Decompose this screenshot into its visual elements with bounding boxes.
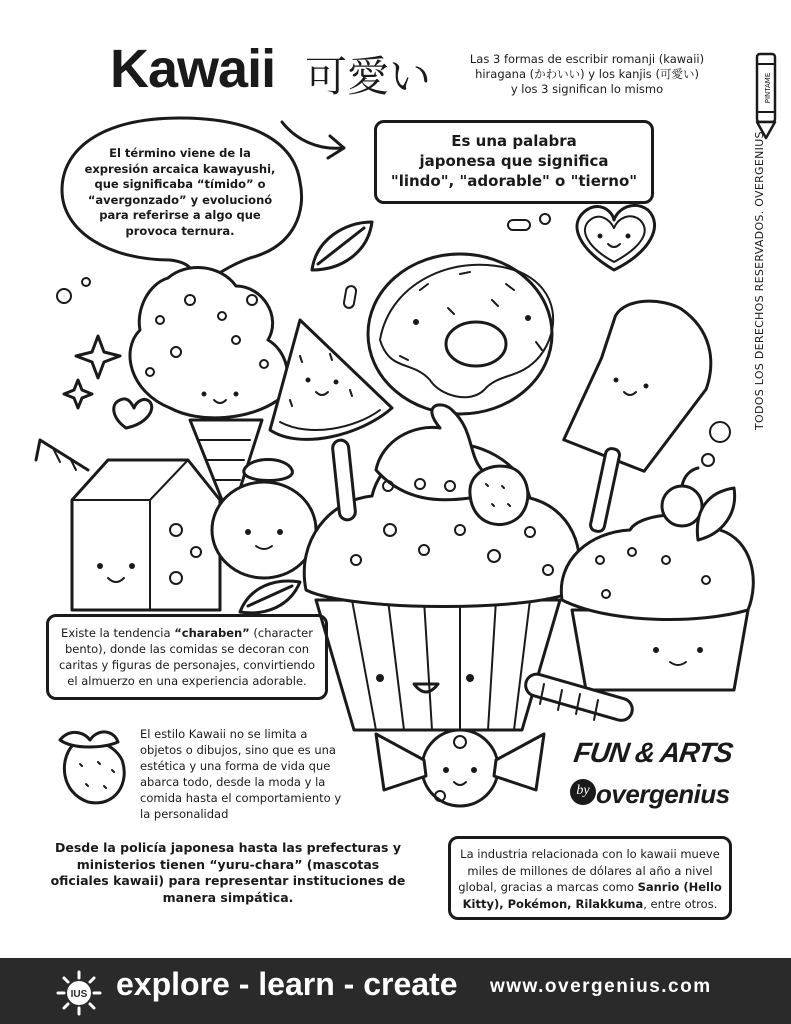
- copyright-notice: TODOS LOS DERECHOS RESERVADOS. OVERGENIUS: [753, 131, 766, 430]
- footer-website-link[interactable]: www.overgenius.com: [490, 976, 712, 997]
- writing-forms-line: y los 3 significan lo mismo: [510, 82, 664, 96]
- writing-forms-note: [462, 52, 712, 97]
- industry-text: La industria relacionada con lo kawaii mueve miles de millones de dólares al año a nivel global, gracias a marcas como: [458, 847, 720, 894]
- brand-line-1: FUN & ARTS: [571, 737, 735, 768]
- charaben-prefix: Existe la tendencia: [61, 626, 175, 640]
- footer-tagline: explore - learn - create: [116, 966, 458, 1002]
- brand-by: by: [570, 779, 596, 805]
- industry-brands: Sanrio (Hello Kitty), Pokémon, Rilakkuma: [462, 880, 722, 911]
- yuru-chara-text: Desde la policía japonesa hasta las prefecturas y ministerios tienen “yuru-chara” (mascotas oficiales kawaii) para representar instituciones de manera simpática.: [50, 840, 406, 905]
- crayon-icon: [752, 50, 780, 140]
- charaben-term: “charaben”: [174, 626, 250, 640]
- leaf-icon: [312, 222, 372, 270]
- donut: [368, 254, 553, 414]
- writing-forms-line: Las 3 formas de escribir romanji (kawaii): [469, 52, 705, 66]
- candy: [376, 730, 544, 806]
- meaning-line: japonesa que significa: [419, 152, 609, 170]
- sparkle-icon: [76, 336, 120, 378]
- writing-forms-line: hiragana (かわいい) y los kanjis (可愛い): [475, 67, 699, 81]
- arrow-icon: [282, 122, 342, 148]
- charaben-description: (character bento), donde las comidas se decoran con caritas y figuras de personajes, convirtiendo el almuerzo en una experiencia adorable.: [58, 626, 316, 688]
- sparkle-icon: [64, 380, 92, 408]
- charaben-box: [46, 614, 328, 700]
- heart-cookie: [577, 205, 655, 270]
- footer-logo-text: IUS: [70, 989, 88, 1000]
- industry-text-end: , entre otros.: [643, 896, 718, 911]
- sun-logo-icon: [56, 970, 102, 1016]
- brand-logo: [566, 735, 736, 815]
- kawaii-style-text: El estilo Kawaii no se limita a objetos o dibujos, sino que es una estética y una forma de vida que abarca todo, desde la moda y la comida hasta el comportamiento y la personalidad: [140, 727, 342, 821]
- cake: [561, 468, 753, 690]
- page-title-japanese: 可愛い: [305, 52, 432, 101]
- meaning-box: [374, 120, 654, 204]
- strawberry-icon: [60, 732, 124, 803]
- industry-box: [448, 836, 732, 920]
- meaning-line: "lindo", "adorable" o "tierno": [390, 172, 638, 190]
- milk-carton: [36, 399, 220, 610]
- crayon-label: PINTAME: [764, 72, 772, 104]
- page-title: Kawaii: [110, 39, 276, 99]
- meaning-line: Es una palabra: [451, 132, 577, 150]
- brand-line-2: overgenius: [596, 779, 730, 809]
- popsicle: [561, 291, 730, 532]
- speech-bubble-text: El término viene de la expresión arcaica kawayushi, que significaba “tímido” o “avergonzado” y evolucionó para referirse a algo que provoca ternura.: [84, 146, 276, 238]
